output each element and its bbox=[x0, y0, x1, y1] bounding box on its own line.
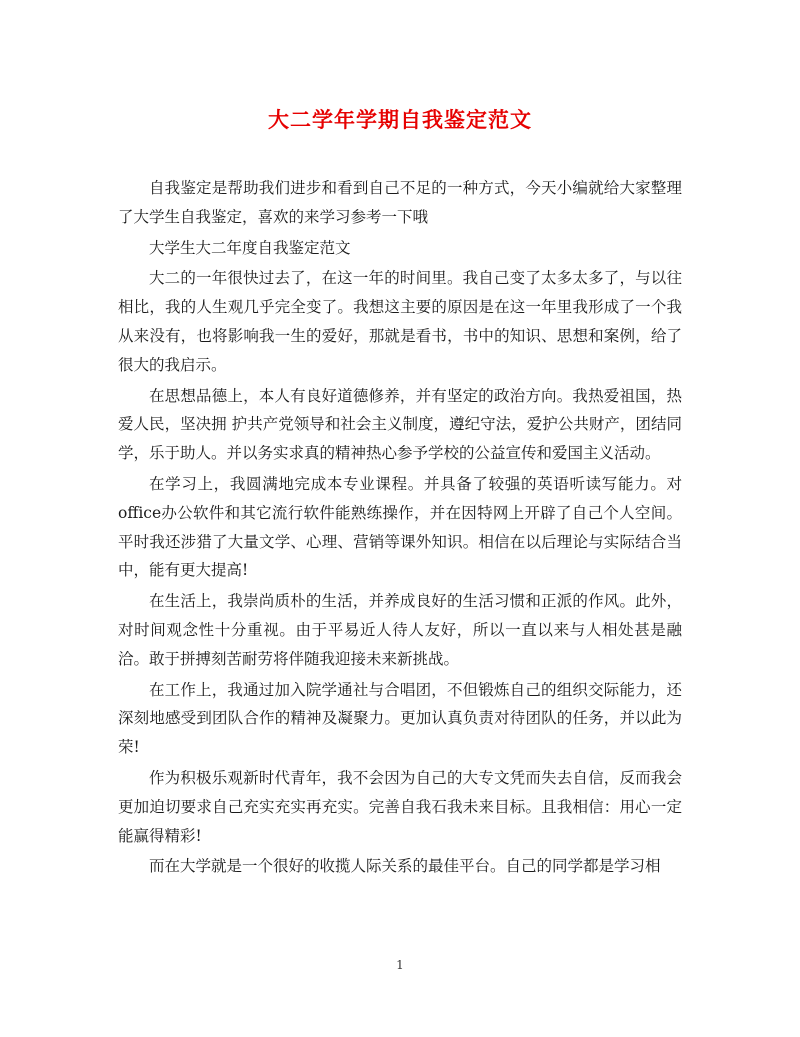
body-paragraph: 在思想品德上，本人有良好道德修养，并有坚定的政治方向。我热爱祖国，热爱人民，坚决拥 护共产党领导和社会主义制度，遵纪守法，爱护公共财产，团结同学，乐于助人。并以务实求真的精神热心参予学校的公益宣传和爱国主义活动。 bbox=[118, 386, 682, 463]
intro-paragraph: 自我鉴定是帮助我们进步和看到自己不足的一种方式，今天小编就给大家整理了大学生自我鉴定，喜欢的来学习参考一下哦 bbox=[118, 179, 682, 226]
body-paragraph: 而在大学就是一个很好的收揽人际关系的最佳平台。自己的同学都是学习相 bbox=[149, 857, 661, 876]
document-title: 大二学年学期自我鉴定范文 bbox=[268, 107, 532, 132]
body-paragraph: 在学习上，我圆满地完成本专业课程。并具备了较强的英语听读写能力。对office办公软件和其它流行软件能熟练操作，并在因特网上开辟了自己个人空间。平时我还涉猎了大量文学、心理、营销等课外知识。相信在以后理论与实际结合当中，能有更大提高! bbox=[118, 474, 682, 580]
section-subheading: 大学生大二年度自我鉴定范文 bbox=[149, 238, 351, 257]
body-paragraph: 作为积极乐观新时代青年，我不会因为自己的大专文凭而失去自信，反而我会更加迫切要求自己充实充实再充实。完善自我石我未来目标。且我相信：用心一定能赢得精彩! bbox=[118, 768, 682, 845]
body-paragraph: 大二的一年很快过去了，在这一年的时间里。我自己变了太多太多了，与以往相比，我的人生观几乎完全变了。我想这主要的原因是在这一年里我形成了一个我从来没有，也将影响我一生的爱好，那就是看书，书中的知识、思想和案例，给了很大的我启示。 bbox=[118, 269, 682, 374]
page-number: 1 bbox=[396, 958, 404, 972]
document-body bbox=[118, 174, 682, 883]
body-paragraph: 在工作上，我通过加入院学通社与合唱团，不但锻炼自己的组织交际能力，还深刻地感受到团队合作的精神及凝聚力。更加认真负责对待团队的任务，并以此为荣! bbox=[118, 680, 682, 757]
body-paragraph: 在生活上，我崇尚质朴的生活，并养成良好的生活习惯和正派的作风。此外，对时间观念性十分重视。由于平易近人待人友好，所以一直以来与人相处甚是融洽。敢于拼搏刻苦耐劳将伴随我迎接未来新挑战。 bbox=[118, 592, 682, 668]
